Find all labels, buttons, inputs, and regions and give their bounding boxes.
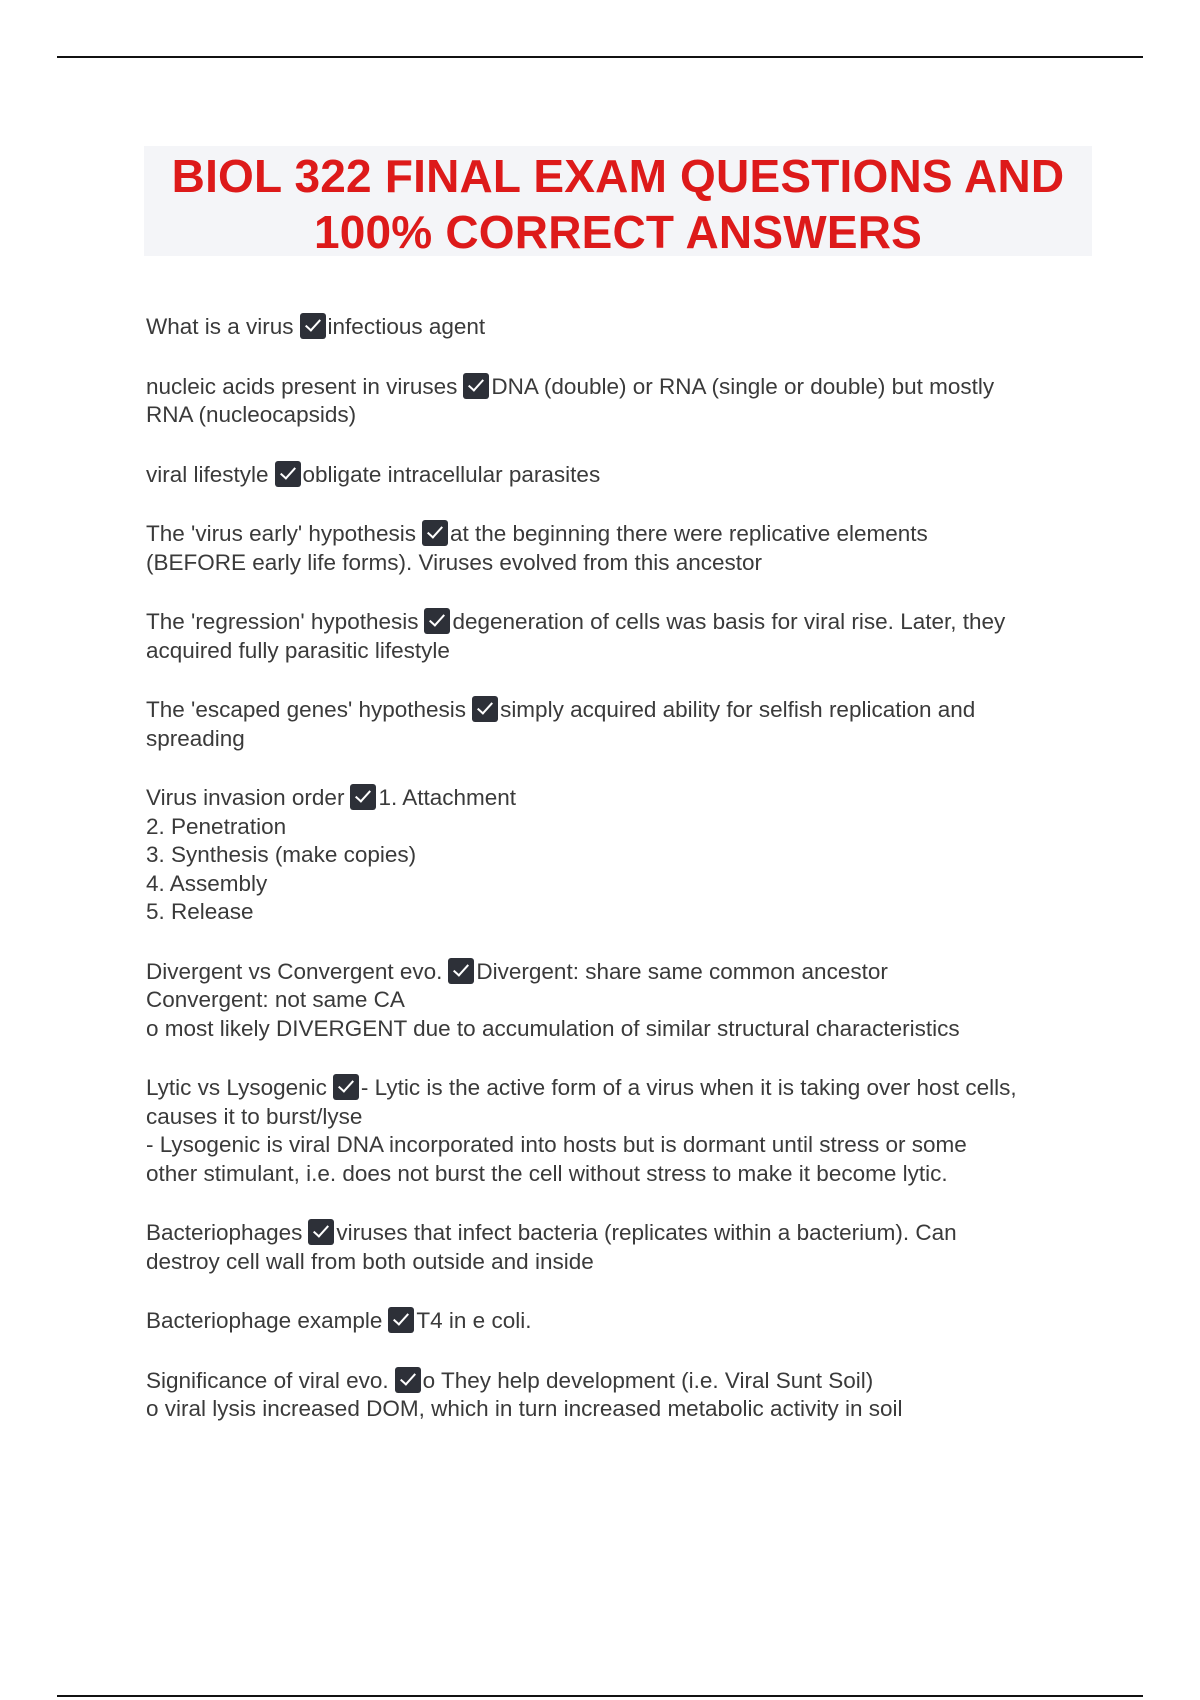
- qa-item: [146, 520, 1096, 577]
- checkmark-icon: [388, 1307, 414, 1333]
- checkmark-icon: [448, 958, 474, 984]
- answer-continuation: o viral lysis increased DOM, which in turn increased metabolic activity in soil: [146, 1396, 903, 1421]
- answer-text: - Lytic is the active form of a virus when it is taking over host cells,: [360, 1075, 1017, 1100]
- answer-text: Divergent: share same common ancestor: [476, 958, 888, 984]
- qa-item: [146, 1367, 1096, 1424]
- question-text: Lytic vs Lysogenic: [146, 1075, 327, 1100]
- question-text: Bacteriophages: [146, 1220, 303, 1245]
- checkmark-icon: [300, 313, 326, 339]
- question-text: nucleic acids present in viruses: [146, 373, 458, 399]
- qa-first-line: [146, 608, 1096, 637]
- question-text: Significance of viral evo.: [146, 1367, 389, 1393]
- qa-first-line: [146, 520, 1096, 549]
- qa-item: [146, 696, 1096, 753]
- checkmark-icon: [350, 784, 376, 810]
- answer-continuation: acquired fully parasitic lifestyle: [146, 637, 450, 663]
- qa-first-line: [146, 1074, 1096, 1103]
- answer-continuation: 3. Synthesis (make copies): [146, 842, 417, 867]
- answer-text: simply acquired ability for selfish replication and: [500, 697, 976, 722]
- question-text: viral lifestyle: [146, 461, 269, 487]
- answer-text: DNA (double) or RNA (single or double) but mostly: [491, 373, 995, 399]
- checkmark-icon: [275, 461, 301, 487]
- answer-continuation: destroy cell wall from both outside and inside: [146, 1248, 594, 1274]
- qa-first-line: [146, 958, 1096, 987]
- answer-continuation: - Lysogenic is viral DNA incorporated into hosts but is dormant until stress or some: [146, 1132, 967, 1157]
- answer-continuation: 2. Penetration: [146, 813, 287, 839]
- answer-continuation: causes it to burst/lyse: [146, 1103, 363, 1129]
- bottom-rule: [57, 1695, 1143, 1697]
- answer-text: o They help development (i.e. Viral Sunt Soil): [422, 1367, 874, 1393]
- answer-continuation: other stimulant, i.e. does not burst the cell without stress to make it become lytic.: [146, 1160, 948, 1186]
- answer-continuation: 4. Assembly: [146, 870, 268, 896]
- answer-text: obligate intracellular parasites: [302, 461, 601, 487]
- question-text: Divergent vs Convergent evo.: [146, 958, 443, 984]
- qa-item: [146, 461, 1096, 490]
- title-line-2: 100% CORRECT ANSWERS: [313, 206, 923, 258]
- question-text: The 'regression' hypothesis: [146, 609, 419, 634]
- answer-continuation: spreading: [146, 725, 245, 751]
- qa-first-line: [146, 784, 1096, 813]
- qa-item: [146, 1219, 1096, 1276]
- checkmark-icon: [424, 608, 450, 634]
- checkmark-icon: [463, 373, 489, 399]
- qa-first-line: [146, 313, 1096, 342]
- qa-first-line: [146, 1307, 1096, 1336]
- qa-item: [146, 313, 1096, 342]
- question-text: The 'virus early' hypothesis: [146, 521, 416, 546]
- title-banner: [144, 146, 1092, 256]
- qa-first-line: [146, 696, 1096, 725]
- answer-text: viruses that infect bacteria (replicates within a bacterium). Can: [336, 1220, 957, 1245]
- checkmark-icon: [422, 520, 448, 546]
- question-text: What is a virus: [146, 314, 294, 339]
- qa-item: [146, 958, 1096, 1044]
- answer-text: degeneration of cells was basis for viral rise. Later, they: [452, 609, 1006, 634]
- qa-first-line: [146, 461, 1096, 490]
- answer-text: at the beginning there were replicative elements: [449, 521, 928, 546]
- question-text: Virus invasion order: [146, 785, 345, 810]
- qa-list: [146, 313, 1096, 1455]
- qa-first-line: [146, 1367, 1096, 1396]
- qa-item: [146, 1307, 1096, 1336]
- qa-item: [146, 608, 1096, 665]
- answer-continuation: o most likely DIVERGENT due to accumulation of similar structural characteristics: [146, 1015, 960, 1041]
- answer-text: infectious agent: [327, 314, 486, 339]
- checkmark-icon: [472, 696, 498, 722]
- title-line-1: BIOL 322 FINAL EXAM QUESTIONS AND: [171, 150, 1065, 202]
- checkmark-icon: [333, 1074, 359, 1100]
- answer-text: 1. Attachment: [378, 785, 517, 810]
- checkmark-icon: [308, 1219, 334, 1245]
- answer-continuation: 5. Release: [146, 899, 254, 924]
- answer-text: T4 in e coli.: [416, 1308, 532, 1333]
- answer-continuation: Convergent: not same CA: [146, 987, 405, 1012]
- question-text: Bacteriophage example: [146, 1308, 383, 1333]
- checkmark-icon: [395, 1367, 421, 1393]
- qa-first-line: [146, 1219, 1096, 1248]
- top-rule: [57, 56, 1143, 58]
- question-text: The 'escaped genes' hypothesis: [146, 697, 467, 722]
- qa-first-line: [146, 373, 1096, 402]
- answer-continuation: (BEFORE early life forms). Viruses evolved from this ancestor: [146, 549, 763, 575]
- qa-item: [146, 1074, 1096, 1188]
- qa-item: [146, 784, 1096, 927]
- qa-item: [146, 373, 1096, 430]
- answer-continuation: RNA (nucleocapsids): [146, 402, 357, 427]
